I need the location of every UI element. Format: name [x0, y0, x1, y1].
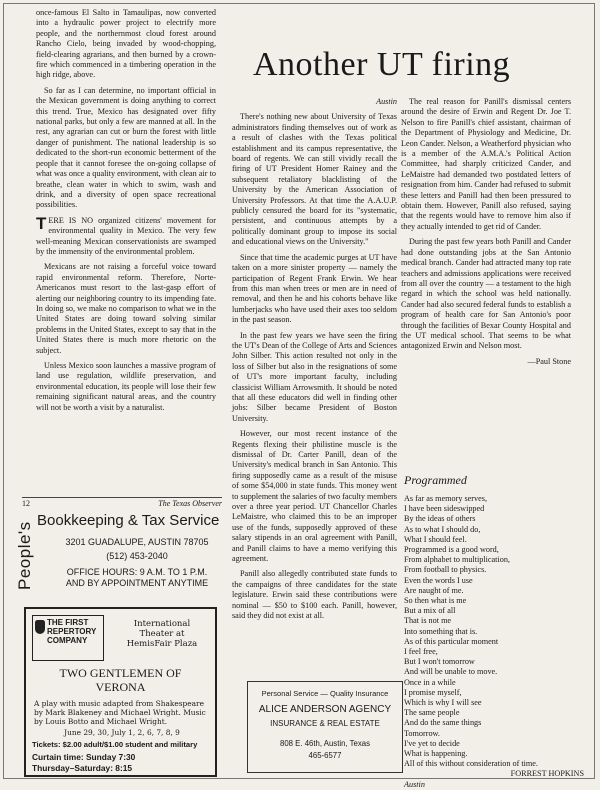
poem-line: And will be unable to move. [404, 667, 498, 677]
agency-subtitle: INSURANCE & REAL ESTATE [270, 719, 380, 728]
page-footer [22, 497, 222, 508]
poem-author: FORREST HOPKINS [510, 769, 584, 779]
poem-line: The same people [404, 708, 460, 718]
bookkeeping-hours: OFFICE HOURS: 9 A.M. TO 1 P.M. [66, 567, 208, 577]
play-title [26, 666, 215, 694]
poem-line: As to what I should do, [404, 524, 481, 534]
paragraph: Mexicans are not raising a forceful voice toward rapid environmental reform. Therefore, Norte-Americanos must resort to the last-gasp effort of alerting our neighboring country to its impending fate. In doing so, we make no comparison to what we in the United States are doing toward solving similar problems in the United States, except to say that in the United States there is much more rhetoric on the subject. [36, 262, 216, 355]
poem-line: But a mix of all [404, 606, 456, 616]
poem-line: I've yet to decide [404, 738, 460, 748]
curtain-time: Curtain time: Sunday 7:30 [32, 752, 136, 762]
agency-tagline: Personal Service — Quality Insurance [261, 689, 389, 698]
article-headline: Another UT firing [253, 46, 511, 83]
poem-place: Austin [404, 779, 425, 789]
poem-line: What is happening. [404, 749, 468, 759]
paragraph: once-famous El Salto in Tamaulipas, now converted into a hydraulic power project to electrify more people, and the northernmost cloud forest around Rancho Cielo, being invaded by wood-chopping, field-clearing agrarians, and then burned by a crown-fire which commenced in a timbering operation in the high ridge, above. [36, 8, 216, 80]
article-column-2 [401, 97, 571, 372]
venue-info [114, 619, 210, 649]
publication-name: The Texas Observer [158, 499, 222, 508]
poem-line: From alphabet to multiplication, [404, 555, 510, 565]
poem-line: And do the same things [404, 718, 482, 728]
insurance-agency-ad [247, 681, 403, 773]
play-description [34, 699, 210, 737]
venue-line: Theater at [139, 629, 185, 639]
poem-line: Even the words I use [404, 575, 473, 585]
poem-line: Which is why I will see [404, 698, 482, 708]
curtain-time-weekend: Thursday–Saturday: 8:15 [32, 763, 133, 773]
poem-line: So then what is me [404, 596, 467, 606]
bookkeeping-address: 3201 GUADALUPE, AUSTIN 78705 [65, 537, 209, 547]
poem-body [404, 494, 584, 790]
poem-line: Are naught of me. [404, 585, 464, 595]
poem-line: By the ideas of others [404, 514, 476, 524]
play-credits: A play with music adapted from Shakespeare by Mark Blakeney and Michael Wright. Music by Louis Botto and Michael Wright. [34, 699, 206, 726]
page-number: 12 [22, 499, 30, 508]
peoples-vertical-label: People's [15, 521, 34, 590]
theater-ad [24, 607, 217, 777]
article-signature: —Paul Stone [527, 356, 571, 366]
paragraph: The real reason for Panill's dismissal centers around the desire of Erwin and Regent Dr. Joe T. Nelson to fire Panill's chief assistant, chairman of the Department of Physiology and Medicine, Dr. Leon Cander. Nelson, a Weatherford physician who is a member of the A.M.A.'s Political Action Committee, had sharply criticized Cander, and LeMaistre had demanded two postdated letters of resignation from him. Cander had refused to submit these letters and Panill had then been pressured to obtain them. However, Panill also refused, saying that the regents would have to remove him also if they actually intended to get rid of Cander. [401, 97, 571, 231]
logo-line: COMPANY [47, 636, 88, 645]
paragraph-dropcap [36, 213, 216, 258]
paragraph: There's nothing new about University of Texas administrators finding themselves out of work as a result of clashes with the Texas political establishment and its campus representative, the board of regents. We can still vividly recall the firing of UT President Homer Rainey and the subsequent retaliatory blacklisting of the University by the American Association of University Professors. At that time the A.A.U.P. publicly censured the board for its "systematic, persistent, and continuous attempts by a politically dominant group to impose its social and educational views on the University." [232, 112, 397, 247]
paragraph: Since that time the academic purges at UT have taken on a more sinister property — namely the participation of Regent Frank Erwin. We hear from this man when trees or men are in need of removal, and then he and his cohorts behave like lumberjacks who have used their axes too seldom in the past season. [232, 252, 397, 325]
paragraph: So far as I can determine, no important official in the Mexican government is doing anything to correct this trend. True, Mexico has designated over fifty national parks, but only a few are manned at all. In the rest, any agrarian can cut or burn the forest with little danger of punishment. The national leadership is so dedicated to the short-run economic betterment of the people that it cannot foresee the on-going collapse of what was once a quality environment, with clean air to breathe, clean water in which to swim, wash and drink, and a diversity of open space recreational possibilities. [36, 85, 216, 210]
poem-line: As of this particular moment [404, 636, 499, 646]
poem-line: As far as memory serves, [404, 494, 487, 503]
poem-line: Programmed is a good word, [404, 545, 499, 555]
left-column [36, 8, 216, 418]
poem-line: I have been sideswipped [404, 504, 485, 514]
poem-title: Programmed [404, 473, 467, 487]
venue-line: International [133, 619, 191, 629]
paragraph: ERE IS NO organized citizens' movement for environmental quality in Mexico. The very few well-meaning Mexican conservationists are swamped by the immensity of the environmental problem. [36, 215, 216, 256]
bookkeeping-title: Bookkeeping & Tax Service [37, 512, 220, 529]
agency-address: 808 E. 46th, Austin, Texas [279, 739, 370, 748]
poem-line: From football to physics. [404, 565, 487, 575]
poem-line: Once in a while [404, 677, 456, 687]
bookkeeping-appointment: AND BY APPOINTMENT ANYTIME [65, 578, 209, 588]
play-title-line: TWO GENTLEMEN OF [59, 666, 182, 680]
bookkeeping-phone: (512) 453-2040 [106, 551, 168, 561]
poem-line: Into something that is. [404, 626, 478, 636]
poem-line: All of this without consideration of time. [404, 759, 538, 769]
poem-line: But I won't tomorrow [404, 657, 475, 667]
repertory-company-logo [32, 615, 104, 661]
ticket-prices: Tickets: $2.00 adult/$1.00 student and military [32, 740, 198, 749]
poem-line: Tomorrow. [404, 728, 440, 738]
paragraph: However, our most recent instance of the Regents flexing their philistine muscle is the dismissal of Dr. Carter Panill, dean of the University's medical branch in San Antonio. This firing supposedly came as a result of the misuse of some $54,000 in state funds. This money went to supplement the salaries of two faculty members over a three year period. UT Chancellor Charles LeMaistre, who claimed this to be an improper use of the funds, supposedly approved of these salary stipends in an oral agreement with Panill, and Panill claims to have a memo verifying this agreement. [232, 429, 397, 564]
agency-phone: 465-6577 [308, 751, 342, 760]
dateline: Austin [376, 97, 397, 106]
paragraph: During the past few years both Panill and Cander had done outstanding jobs at the San Antonio medical branch. Cander had attracted many top rate teachers and admissions applications were received from all over the country — a testament to the high regard in which the school was held nationally. Cander had also secured federal funds to establish a program of health care for San Antonio's poor through the facilities of Bexar County Hospital and the UT medical school. That seems to be what antagonized Erwin and Nelson most. [401, 237, 571, 351]
poem-line: That is not me [404, 616, 452, 626]
venue-line: HemisFair Plaza [126, 639, 198, 649]
logo-line: THE FIRST [47, 618, 89, 627]
paragraph: Panill also allegedly contributed state funds to the campaigns of three candidates for the state legislature. Erwin said these contributions were nominal — $50 to $100 each. Panill, however, said they did not exist at all. [232, 569, 397, 621]
play-dates: June 29, 30, July 1, 2, 6, 7, 8, 9 [64, 728, 180, 737]
theater-mask-icon [35, 620, 45, 634]
play-title-line: VERONA [95, 680, 146, 694]
poem-line: I feel free, [404, 647, 438, 657]
paragraph: In the past few years we have seen the firing the UT's Dean of the College of Arts and Sciences John Silber. This action resulted not only in the loss of Silber but also in the resignations of some of UT's more important faculty, including classicist William Arrowsmith. It should be noted that all these educators did well in finding other jobs: Silber became President of Boston University. [232, 330, 397, 423]
article-column-1 [232, 97, 397, 627]
dropcap: T [36, 213, 47, 233]
bookkeeping-ad [13, 510, 226, 604]
poem-line: I promise myself, [404, 687, 462, 697]
logo-line: REPERTORY [47, 627, 97, 636]
agency-name: ALICE ANDERSON AGENCY [258, 704, 392, 715]
poem-line: What I should feel. [404, 534, 467, 544]
paragraph: Unless Mexico soon launches a massive program of land use regulation, wildlife preservation, and environmental education, its people will lose their few remaining significant natural areas, and the country will not be worth a visit by a naturalist. [36, 361, 216, 412]
